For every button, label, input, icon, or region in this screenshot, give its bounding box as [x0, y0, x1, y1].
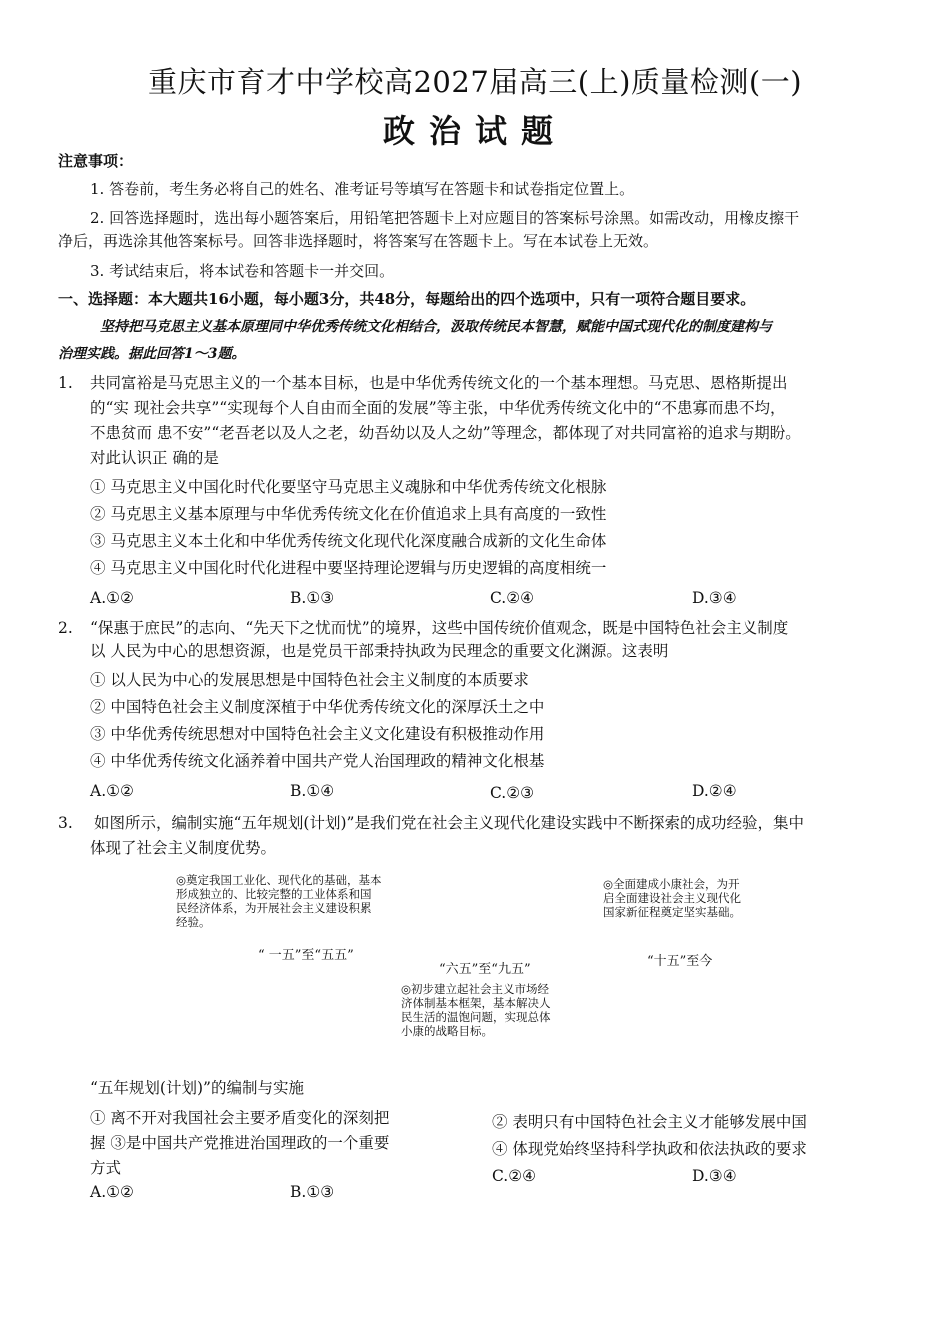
q2-number: 2. [58, 619, 73, 637]
q1-choice-c[interactable]: C.②④ [490, 589, 535, 607]
q3-stem-line-2: 体现了社会主义制度优势。 [90, 839, 277, 857]
figure-label-stage-1: “ 一五”至“五五” [258, 948, 354, 963]
notes-heading: 注意事项： [58, 152, 134, 170]
q1-stem-line-1: 共同富裕是马克思主义的一个基本目标，也是中华优秀传统文化的一个基本理想。马克思、恩格斯提出 [90, 374, 788, 392]
q1-stem-line-3: 不患贫而 患不安”“老吾老以及人之老，幼吾幼以及人之幼”等理念，都体现了对共同富裕的追求与期盼。 [90, 424, 801, 442]
note-1: 1. 答卷前，考生务必将自己的姓名、准考证号等填写在答题卡和试卷指定位置上。 [90, 180, 635, 198]
exam-title: 重庆市育才中学校高2027届高三(上)质量检测(一) [147, 65, 803, 99]
q1-statement-1: ① 马克思主义中国化时代化要坚守马克思主义魂脉和中华优秀传统文化根脉 [90, 478, 607, 496]
q2-choice-a[interactable]: A.①② [90, 782, 134, 800]
q1-statement-4: ④ 马克思主义中国化时代化进程中要坚持理论逻辑与历史逻辑的高度相统一 [90, 559, 607, 577]
q3-choice-c[interactable]: C.②④ [492, 1167, 537, 1185]
note-2-line-1: 2. 回答选择题时，选出每小题答案后，用铅笔把答题卡上对应题目的答案标号涂黑。如需改动，用橡皮擦干 [90, 209, 800, 227]
subject-title: 政治试题 [382, 112, 567, 150]
q3-choice-d[interactable]: D.③④ [692, 1167, 737, 1185]
note-3: 3. 考试结束后，将本试卷和答题卡一并交回。 [90, 262, 395, 280]
q1-stem-line-2: 的“实 现社会共享”“实现每个人自由而全面的发展”等主张，中华优秀传统文化中的“不患寡而患不均， [90, 399, 786, 417]
q1-statement-3: ③ 马克思主义本土化和中华优秀传统文化现代化深度融合成新的文化生命体 [90, 532, 607, 550]
figure-caption: “五年规划(计划)”的编制与实施 [90, 1079, 304, 1097]
q2-statement-4: ④ 中华优秀传统文化涵养着中国共产党人治国理政的精神文化根基 [90, 752, 545, 770]
figure-label-stage-2: “六五”至“九五” [439, 962, 531, 977]
q3-stem-line-1: 如图所示，编制实施“五年规划(计划)”是我们党在社会主义现代化建设实践中不断探索的成功经验，集中 [94, 814, 804, 832]
q1-statement-2: ② 马克思主义基本原理与中华优秀传统文化在价值追求上具有高度的一致性 [90, 505, 607, 523]
q3-statement-2: ② 表明只有中国特色社会主义才能够发展中国 [492, 1113, 807, 1131]
q2-statement-1: ① 以人民为中心的发展思想是中国特色社会主义制度的本质要求 [90, 671, 529, 689]
section-heading: 一、选择题：本大题共16小题，每小题3分，共48分，每题给出的四个选项中，只有一项符合题目要求。 [58, 290, 756, 308]
q1-choice-d[interactable]: D.③④ [692, 589, 737, 607]
q2-stem-line-1: “保惠于庶民”的志向、“先天下之忧而忧”的境界，这些中国传统价值观念，既是中国特色社会主义制度 [90, 619, 789, 637]
section-intro-line-1: 坚持把马克思主义基本原理同中华优秀传统文化相结合，汲取传统民本智慧，赋能中国式现代化的制度建构与 [100, 319, 772, 335]
q3-statement-1-line-1: ① 离不开对我国社会主要矛盾变化的深刻把 [90, 1109, 390, 1127]
q3-choice-a[interactable]: A.①② [90, 1183, 134, 1201]
figure-note-stage-3: ◎全面建成小康社会，为开启全面建设社会主义现代化国家新征程奠定坚实基础。 [603, 877, 741, 919]
q3-choice-b[interactable]: B.①③ [290, 1183, 335, 1201]
q1-choice-b[interactable]: B.①③ [290, 589, 335, 607]
q1-choice-a[interactable]: A.①② [90, 589, 134, 607]
q3-statement-1-line-2: 握 ③是中国共产党推进治国理政的一个重要 [90, 1134, 390, 1152]
q3-statement-4: ④ 体现党始终坚持科学执政和依法执政的要求 [492, 1140, 807, 1158]
q2-statement-2: ② 中国特色社会主义制度深植于中华优秀传统文化的深厚沃土之中 [90, 698, 545, 716]
q2-choice-d[interactable]: D.②④ [692, 782, 737, 800]
q2-statement-3: ③ 中华优秀传统思想对中国特色社会主义文化建设有积极推动作用 [90, 725, 545, 743]
q1-stem-line-4: 对此认识正 确的是 [90, 449, 219, 467]
figure-note-stage-2: ◎初步建立起社会主义市场经济体制基本框架，基本解决人民生活的温饱问题，实现总体小康的战略目标。 [401, 982, 551, 1038]
q3-statement-1-line-3: 方式 [90, 1159, 122, 1177]
note-2-line-2: 净后，再选涂其他答案标号。回答非选择题时，将答案写在答题卡上。写在本试卷上无效。 [58, 232, 659, 250]
section-intro-line-2: 治理实践。据此回答1～3题。 [58, 346, 246, 362]
q2-choice-b[interactable]: B.①④ [290, 782, 335, 800]
q1-number: 1. [58, 374, 73, 392]
q2-choice-c[interactable]: C.②③ [490, 784, 535, 802]
q3-number: 3. [58, 814, 73, 832]
q2-stem-line-2: 以 人民为中心的思想资源，也是党员干部秉持执政为民理念的重要文化渊源。这表明 [90, 642, 669, 660]
figure-label-stage-3: “十五”至今 [647, 954, 713, 969]
figure-note-stage-1: ◎奠定我国工业化、现代化的基础，基本形成独立的、比较完整的工业体系和国民经济体系，为开展社会主义建设积累经验。 [176, 873, 382, 929]
